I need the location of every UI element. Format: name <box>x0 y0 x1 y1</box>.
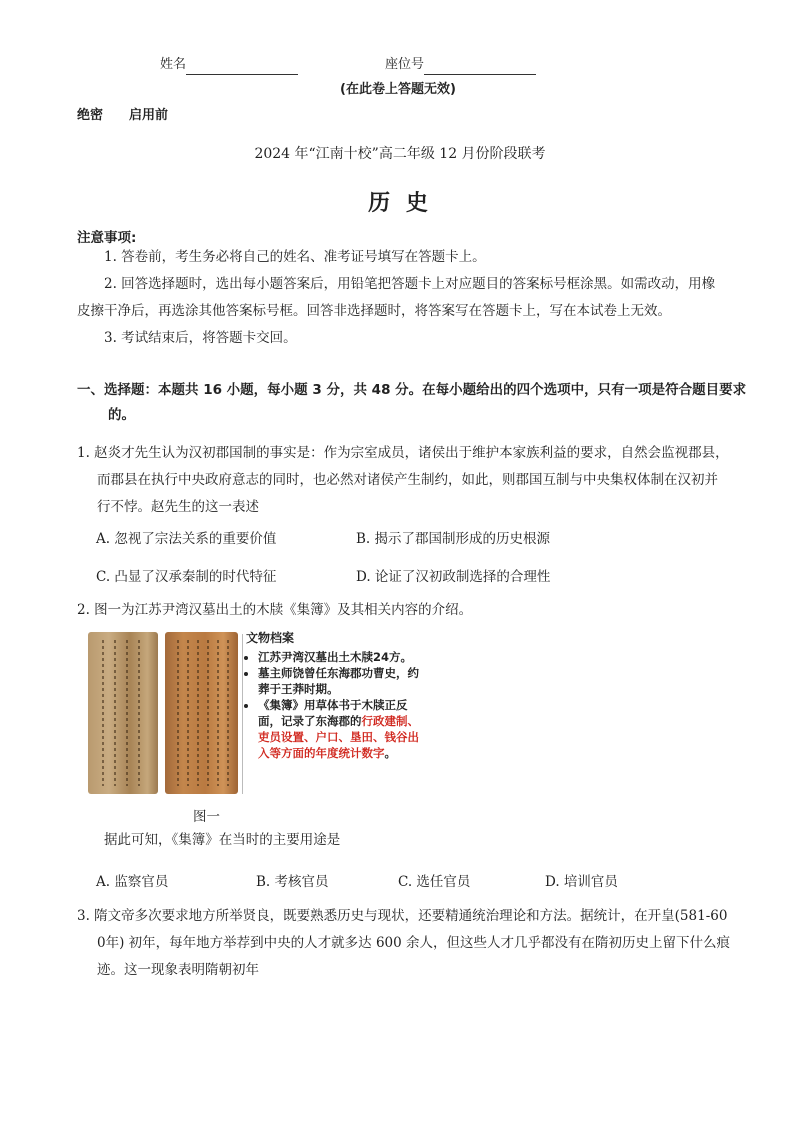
q3-line-3: 迹。这一现象表明隋朝初年 <box>97 962 259 978</box>
notice-heading: 注意事项: <box>77 230 137 246</box>
section-heading: 一、选择题：本题共 16 小题，每小题 3 分，共 48 分。在每小题给出的四个选项中，只有一项是符合题目要求 <box>77 382 747 398</box>
q1-option-c: C. 凸显了汉承秦制的时代特征 <box>96 569 277 585</box>
artifact-bullet-1: • 江苏尹湾汉墓出土木牍24方。 <box>258 649 420 665</box>
notice-item-2-cont: 皮擦干净后，再选涂其他答案标号框。回答非选择题时，将答案写在答题卡上，写在本试卷上无效。 <box>77 303 671 319</box>
notice-item-1: 1. 答卷前，考生务必将自己的姓名、准考证号填写在答题卡上。 <box>104 249 486 265</box>
q2-option-c: C. 选任官员 <box>398 874 471 890</box>
panel-title: 文物档案 <box>246 631 295 645</box>
secret-label-2: 启用前 <box>129 108 169 123</box>
q3-line-2: 0年) 初年，每年地方举荐到中央的人才就多达 600 余人，但这些人才几乎都没有在隋初历史上留下什么痕 <box>97 935 730 951</box>
q1-option-a: A. 忽视了宗法关系的重要价值 <box>96 531 277 547</box>
q2-stem: 2. 图一为江苏尹湾汉墓出土的木牍《集簿》及其相关内容的介绍。 <box>77 602 473 618</box>
q2-question: 据此可知，《集簿》在当时的主要用途是 <box>104 832 341 848</box>
q2-option-b: B. 考核官员 <box>256 874 329 890</box>
wooden-slip-front-image <box>88 632 158 794</box>
artifact-bullet-3 <box>258 697 420 761</box>
artifact-bullet-list <box>240 649 420 761</box>
bullet-3-highlight: 行政建制、吏员设置、户口、垦田、钱谷出入等方面的年度统计数字 <box>258 714 419 760</box>
q1-option-b: B. 揭示了郡国制形成的历史根源 <box>356 531 551 547</box>
q2-option-a: A. 监察官员 <box>96 874 169 890</box>
notice-item-2: 2. 回答选择题时，选出每小题答案后，用铅笔把答题卡上对应题目的答案标号框涂黑。如需改动，用橡 <box>104 276 716 292</box>
bullet-3-text: 《集簿》用草体书于木牍正反面，记录了东海郡的 <box>258 698 408 728</box>
seat-field <box>385 55 536 75</box>
exam-title: 2024 年“江南十校”高二年级 12 月份阶段联考 <box>254 146 546 162</box>
name-field <box>160 55 298 75</box>
subject-title: 历 史 <box>368 191 432 216</box>
section-heading-cont: 的。 <box>108 407 135 423</box>
notice-item-3: 3. 考试结束后，将答题卡交回。 <box>104 330 297 346</box>
name-blank <box>186 60 298 75</box>
bullet-3-end: 。 <box>384 746 396 760</box>
q1-line-1: 1. 赵炎才先生认为汉初郡国制的事实是：作为宗室成员，诸侯出于维护本家族利益的要求，自然会监视郡县， <box>77 445 729 461</box>
q1-line-2: 而郡县在执行中央政府意志的同时，也必然对诸侯产生制约，如此，则郡国互制与中央集权体制在汉初并 <box>97 472 718 488</box>
seat-blank <box>424 60 536 75</box>
q1-option-d: D. 论证了汉初政制选择的合理性 <box>356 569 551 585</box>
secret-label: 绝密 <box>77 108 104 123</box>
artifact-info-panel <box>240 630 420 798</box>
name-label: 姓名 <box>160 57 187 72</box>
seat-label: 座位号 <box>385 57 425 72</box>
q2-option-d: D. 培训官员 <box>545 874 618 890</box>
wooden-slip-back-image <box>165 632 238 794</box>
q3-line-1: 3. 隋文帝多次要求地方所举贤良，既要熟悉历史与现状，还要精通统治理论和方法。据统计，在开皇(581-60 <box>77 908 728 924</box>
q1-line-3: 行不悖。赵先生的这一表述 <box>97 499 259 515</box>
invalid-note: (在此卷上答题无效) <box>340 82 456 97</box>
artifact-bullet-2: • 墓主师饶曾任东海郡功曹史，约葬于王莽时期。 <box>258 665 420 697</box>
figure-caption: 图一 <box>193 809 220 825</box>
